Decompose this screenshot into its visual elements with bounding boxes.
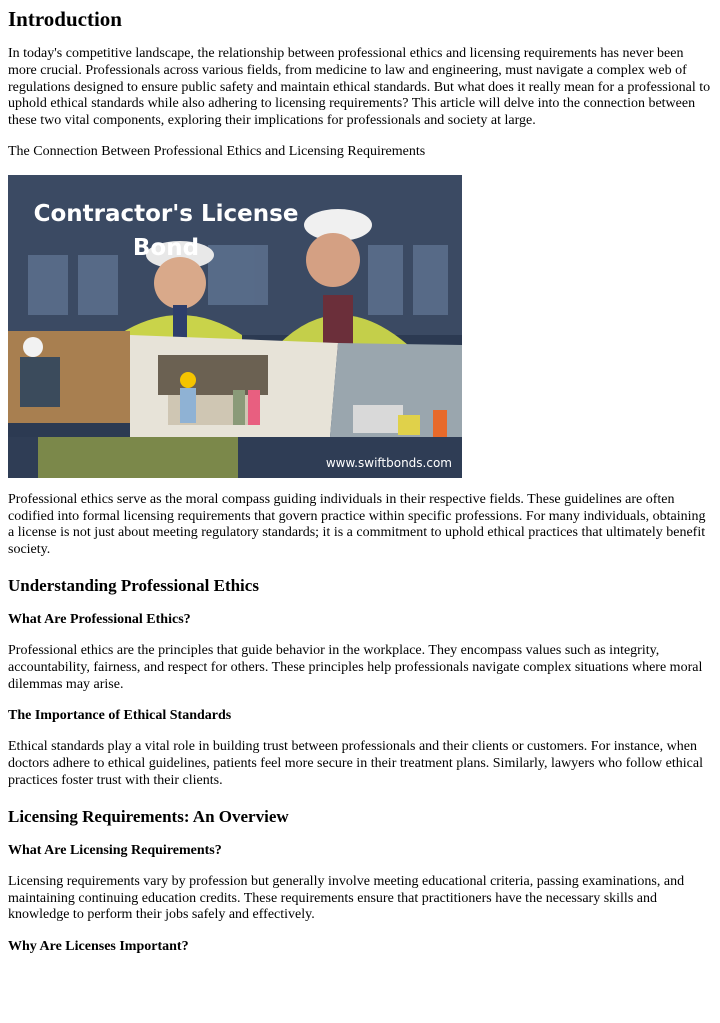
image-title-line1: Contractor's License: [33, 200, 299, 227]
heading-introduction: Introduction: [8, 7, 122, 31]
paragraph-what-are-licensing: Licensing requirements vary by profession but generally involve meeting educational criteria, passing examinations, and maintaining continuing education credits. These requirements ensure that practitioners have the necessary skills and knowledge to perform their jobs safely and effectively.: [8, 873, 685, 923]
image-watermark-url: www.swiftbonds.com: [325, 455, 452, 470]
subheading-importance: The Importance of Ethical Standards: [8, 708, 232, 724]
heading-understanding-ethics: Understanding Professional Ethics: [8, 575, 259, 595]
intro-paragraph: In today's competitive landscape, the relationship between professional ethics and licensing requirements has never been more crucial. Professionals across various fields, from medicine to law and engineering, must navigate a complex web of regulations designed to ensure public safety and maintain ethical standards. But what does it really mean for a professional to uphold ethical standards while also adhering to licensing requirements? This article will delve into the connection between these two vital components, exploring their implications for professionals and society at large.: [8, 46, 711, 129]
heading-licensing-overview: Licensing Requirements: An Overview: [8, 806, 289, 826]
connection-line: The Connection Between Professional Ethics and Licensing Requirements: [8, 143, 426, 159]
subheading-what-are-ethics: What Are Professional Ethics?: [8, 611, 191, 627]
subheading-what-are-licensing: What Are Licensing Requirements?: [8, 842, 222, 858]
contractor-license-bond-image: [8, 175, 462, 478]
subheading-why-licenses: Why Are Licenses Important?: [8, 939, 189, 955]
image-title-line2: Bond: [132, 234, 200, 261]
article: [0, 6, 720, 956]
paragraph-moral-compass: Professional ethics serve as the moral compass guiding individuals in their respective fields. These guidelines are often codified into formal licensing requirements that govern practice within specific professions. For many individuals, obtaining a license is not just about meeting regulatory standards; it is a commitment to uphold ethical practices that ultimately benefit society.: [8, 491, 706, 558]
paragraph-importance: Ethical standards play a vital role in building trust between professionals and their clients or customers. For instance, when doctors adhere to ethical guidelines, patients feel more secure in their treatment plans. Similarly, lawyers who follow ethical practices foster trust with their clients.: [8, 739, 703, 788]
paragraph-what-are-ethics: Professional ethics are the principles that guide behavior in the workplace. They encompass values such as integrity, accountability, fairness, and respect for others. These principles help professionals navigate complex situations where moral dilemmas may arise.: [8, 642, 703, 692]
image-title: [16, 197, 316, 265]
